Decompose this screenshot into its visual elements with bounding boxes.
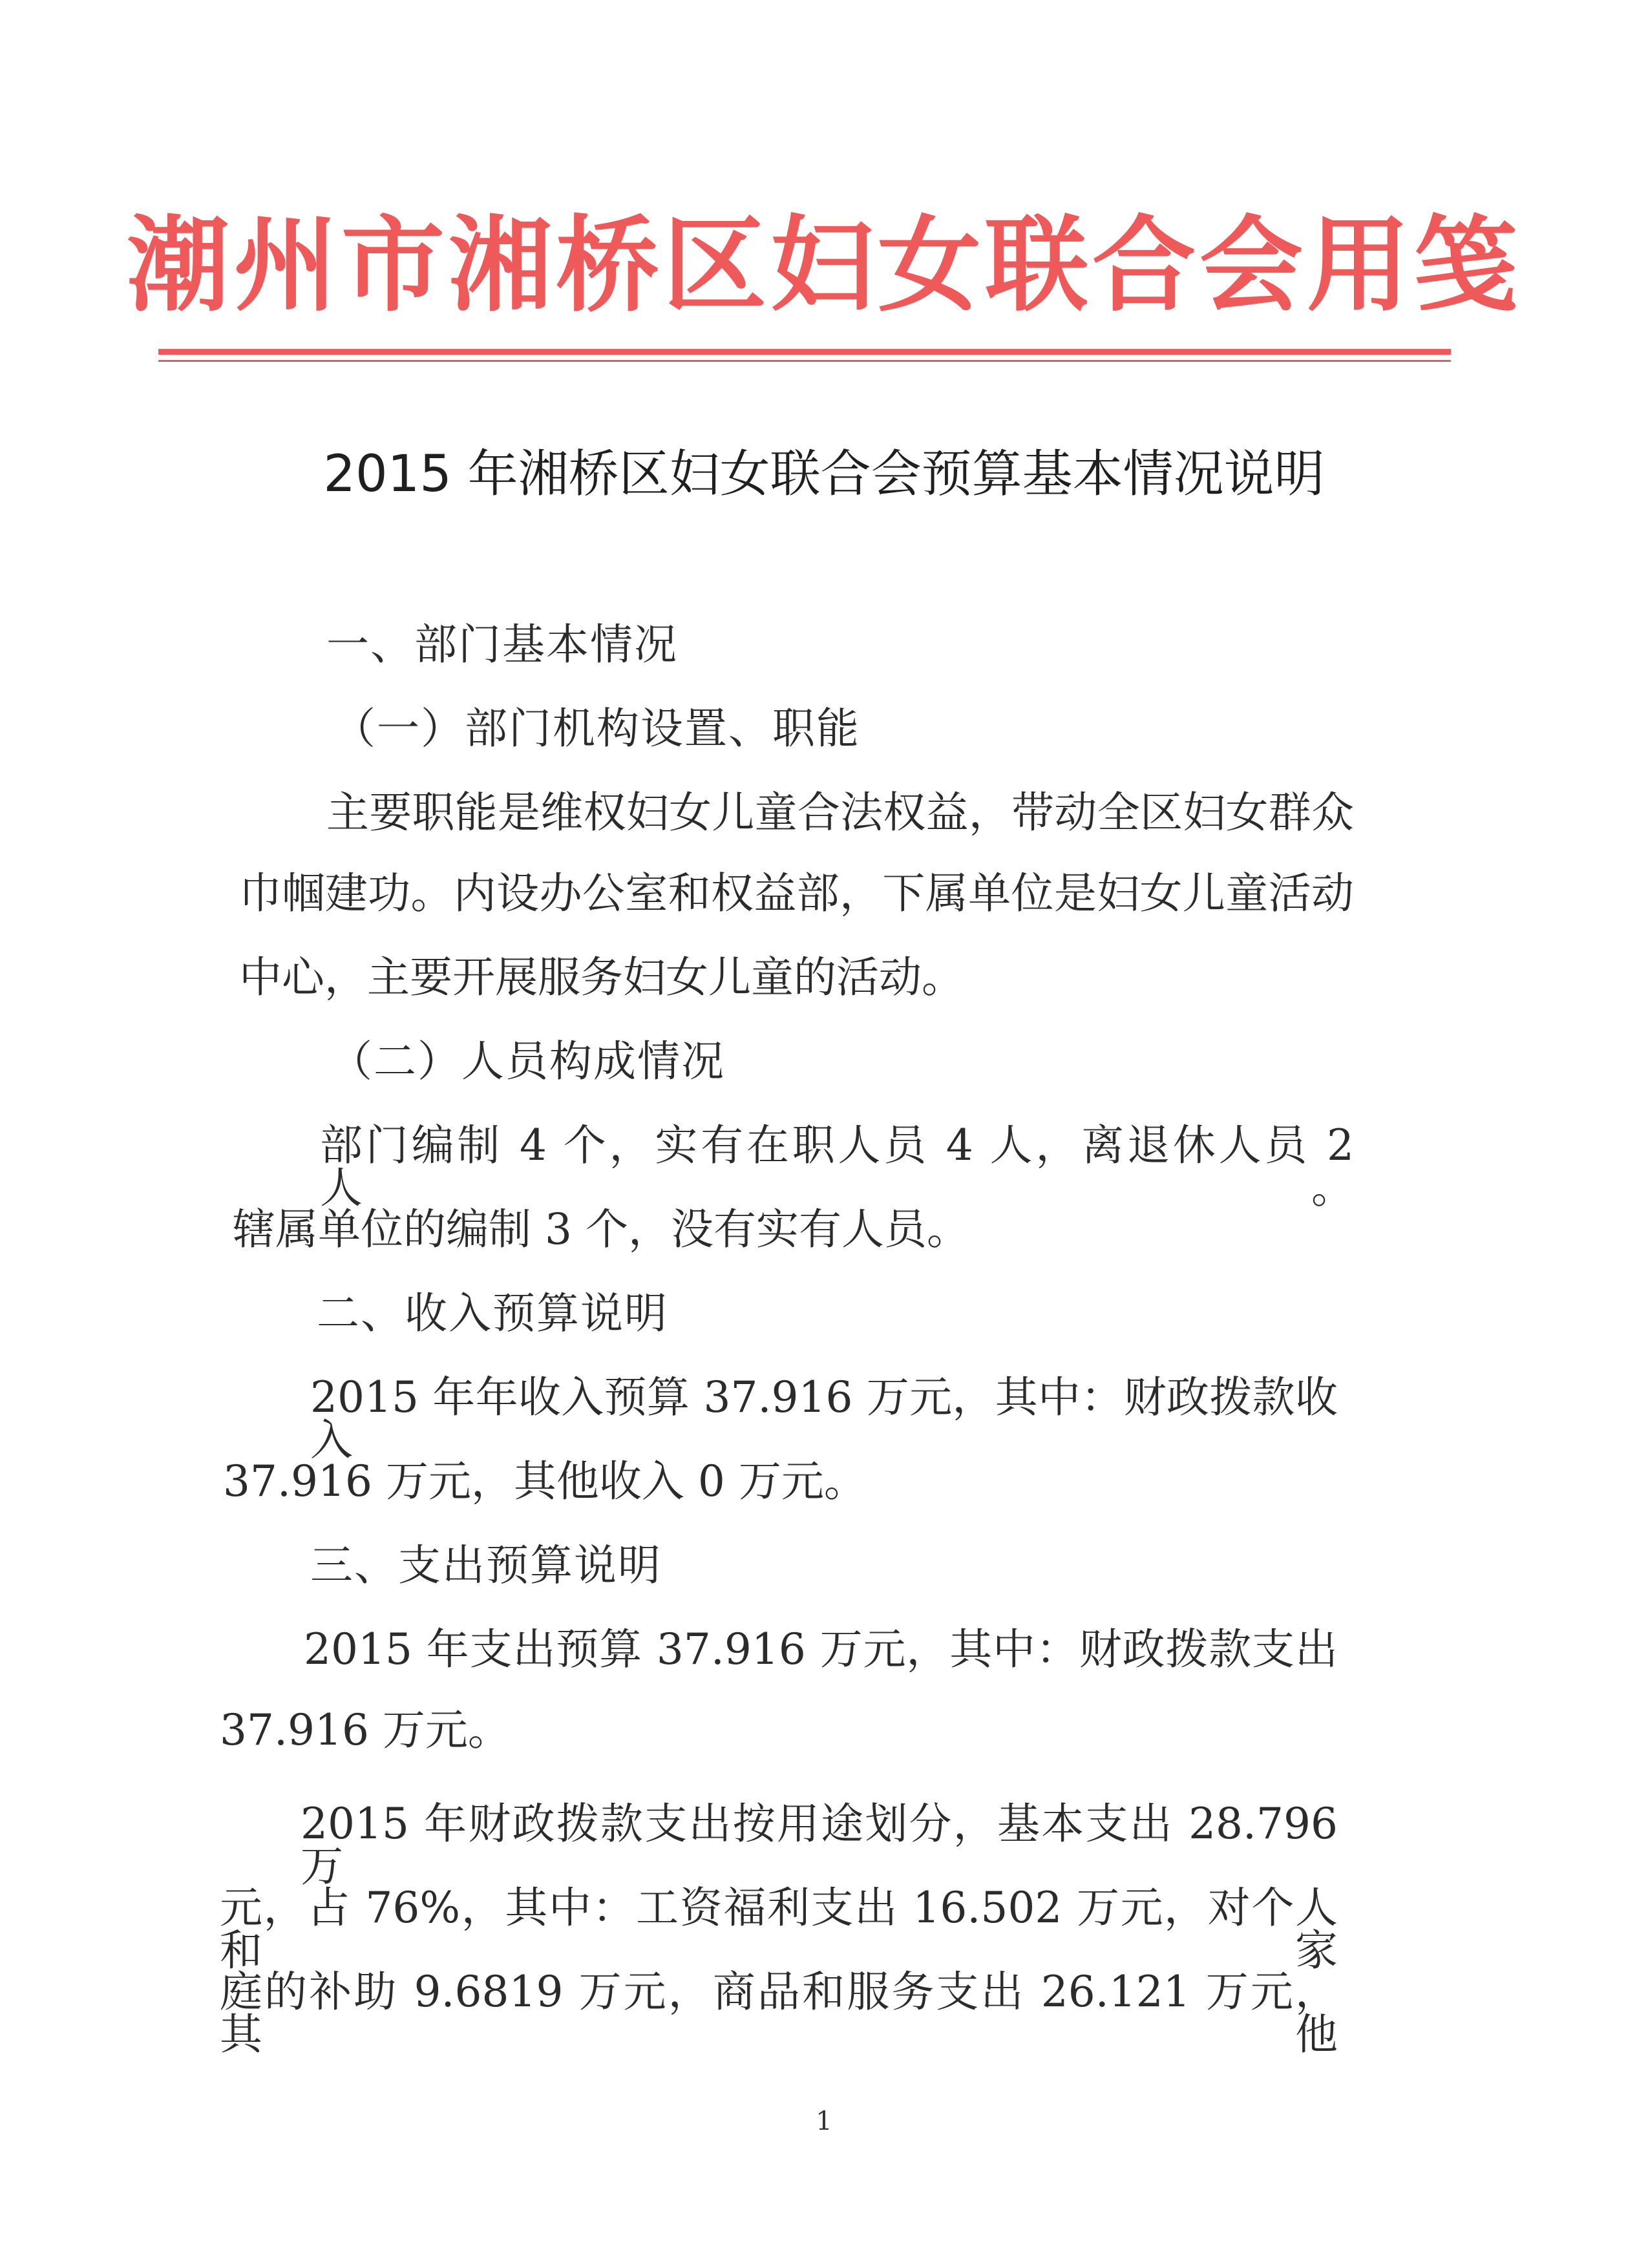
letterhead-rule-thin [158, 360, 1451, 362]
section-heading-1: 一、部门基本情况 [326, 620, 678, 669]
paragraph-line: 辖属单位的编制 3 个，没有实有人员。 [233, 1204, 969, 1254]
paragraph-line: 37.916 万元，其他收入 0 万元。 [223, 1456, 867, 1506]
paragraph-line: 2015 年财政拨款支出按用途划分，基本支出 28.796 万 [301, 1799, 1338, 1891]
paragraph-line: 2015 年年收入预算 37.916 万元，其中：财政拨款收入 [310, 1372, 1338, 1465]
letterhead-title: 潮州市湘桥区妇女联合会用笺 [126, 204, 1521, 326]
paragraph-line: 2015 年支出预算 37.916 万元，其中：财政拨款支出 [304, 1624, 1338, 1674]
paragraph-line: 巾帼建功。内设办公室和权益部，下属单位是妇女儿童活动 [239, 868, 1354, 918]
paragraph-line: 部门编制 4 个，实有在职人员 4 人，离退休人员 2 人。 [320, 1120, 1354, 1213]
document-title: 2015 年湘桥区妇女联合会预算基本情况说明 [323, 445, 1325, 503]
paragraph-line: 元，占 76%，其中：工资福利支出 16.502 万元，对个人和家 [220, 1883, 1338, 1975]
section-heading-3: 三、支出预算说明 [310, 1540, 662, 1590]
paragraph-line: 主要职能是维权妇女儿童合法权益，带动全区妇女群众 [326, 788, 1354, 837]
letterhead-rule-thick [158, 349, 1451, 355]
subsection-heading-1: （一）部门机构设置、职能 [333, 704, 860, 753]
paragraph-line: 中心，主要开展服务妇女儿童的活动。 [239, 952, 964, 1002]
section-heading-2: 二、收入预算说明 [317, 1288, 668, 1338]
page-number: 1 [816, 2106, 832, 2136]
paragraph-line: 37.916 万元。 [220, 1705, 511, 1755]
subsection-heading-2: （二）人员构成情况 [330, 1036, 725, 1086]
paragraph-line: 庭的补助 9.6819 万元，商品和服务支出 26.121 万元，其他 [220, 1967, 1338, 2059]
